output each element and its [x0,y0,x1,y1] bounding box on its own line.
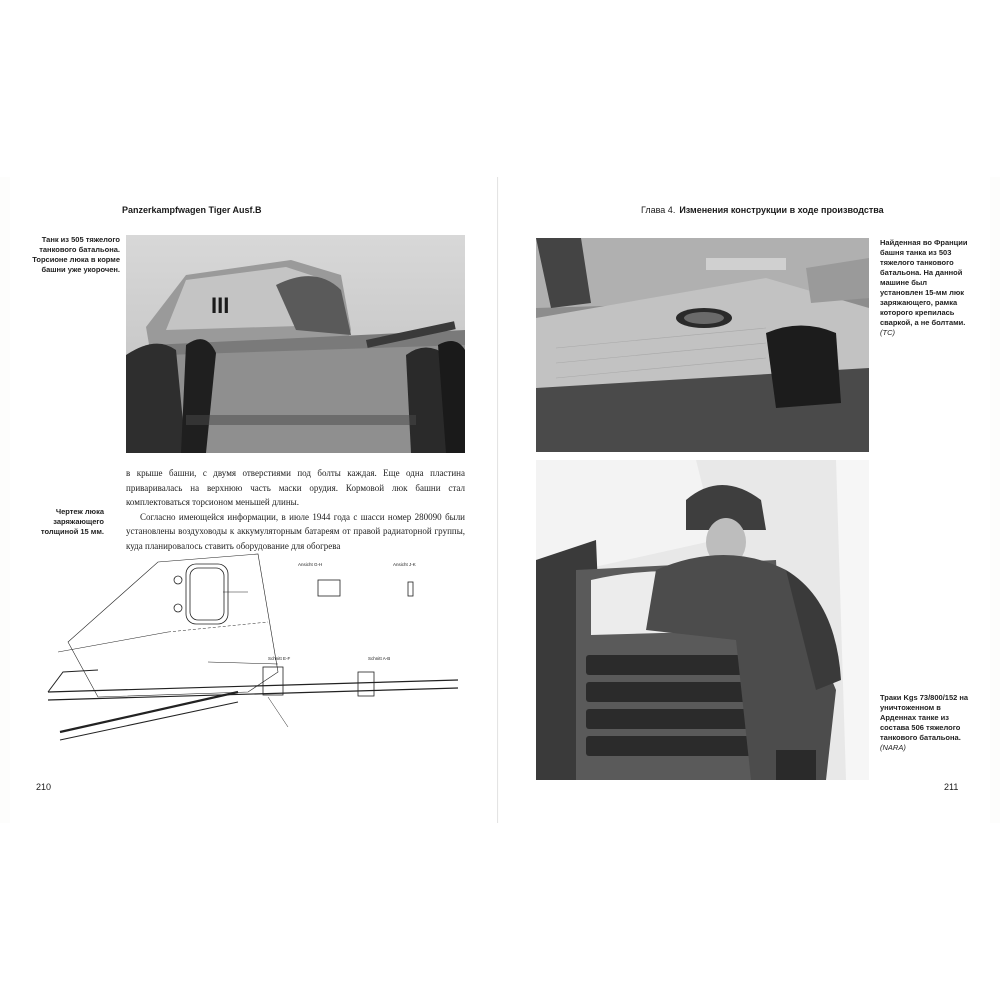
tank-marking: III [211,293,230,318]
drawing-label-3: Schnitt E-F [268,656,291,661]
caption-tracks-text: Траки Kgs 73/800/152 на уничтоженном в Арденнах танке из состава 506 тяжелого танкового батальона. [880,693,969,742]
right-running-header [641,205,884,215]
left-running-header: Panzerkampfwagen Tiger Ausf.B [122,205,262,215]
caption-tracks-source: (NARA) [880,743,906,752]
body-text [126,466,465,553]
caption-turret-text: Найденная во Франции башня танка из 503 тяжелого танкового батальона. На данной машине был установлен 15-мм люк заряжающего, рамка которого крепилась сваркой, а не болтами. [880,238,968,327]
turret-wreck-photo [536,238,869,452]
book-spread [0,177,1000,823]
paragraph-1: в крыше башни, с двумя отверстиями под болты каждая. Еще одна пластина приваривалась на верхнюю часть маски орудия. Кормовой люк башни стал комплектоваться торсионом меньшей длины. [126,468,465,507]
drawing-label-1: Ansicht G-H [298,562,323,567]
caption-turret-wreck [880,238,972,338]
left-page [10,177,498,823]
caption-turret-source: (TC) [880,328,895,337]
header-chapter: Глава 4. [641,205,676,215]
caption-hatch-drawing: Чертеж люка заряжающего толщиной 15 мм. [40,507,104,536]
tank-turret-photo [126,235,465,453]
paragraph-2: Согласно имеющейся информации, в июле 1944 года с шасси номер 280090 были установлены воздуховоды к аккумуляторным батареям от правой радиаторной группы, куда планировалось ставить оборудование для обогрева [126,511,465,551]
right-page [499,177,990,823]
right-page-number: 211 [944,782,959,792]
left-page-number: 210 [36,782,52,792]
drawing-label-4: Schnitt A-B [368,656,391,661]
drawing-label-2: Ansicht J-K [393,562,416,567]
soldier-tracks-photo [536,460,869,780]
header-title: Изменения конструкции в ходе производства [679,205,884,215]
caption-tracks [880,693,972,753]
caption-tank-photo: Танк из 505 тяжелого танкового батальона. Торсионе люка в корме башни уже укорочен. [32,235,120,274]
hatch-technical-drawing [38,552,468,752]
